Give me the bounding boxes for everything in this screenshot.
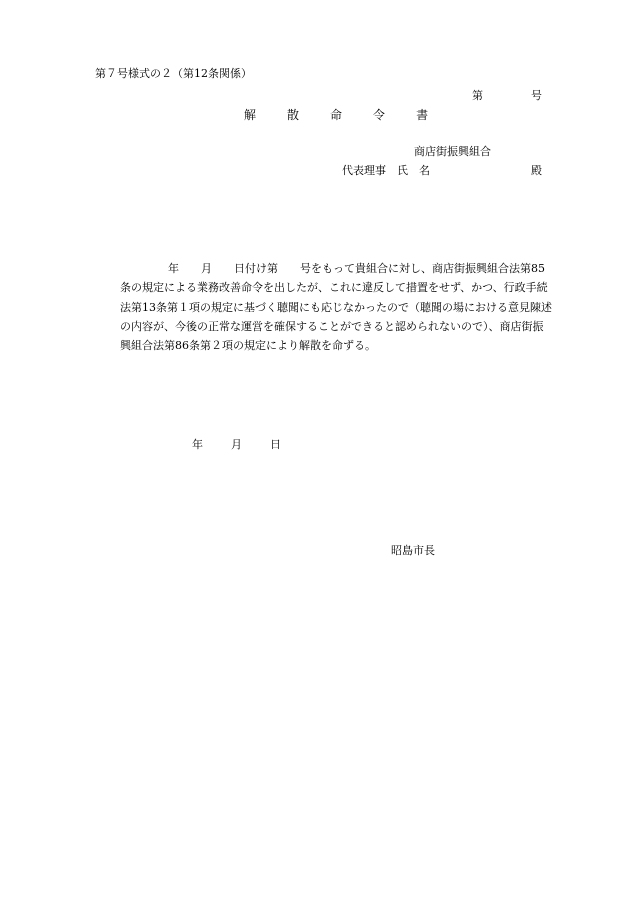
date-day: 日: [270, 438, 281, 451]
body-line: 年 月 日付け第 号をもって貴組合に対し、商店街振興組合法第85: [168, 262, 545, 275]
title-char: 解: [244, 108, 257, 122]
title-char: 令: [373, 108, 386, 122]
title-char: 散: [287, 108, 300, 122]
recipient-honorific: 殿: [531, 164, 542, 177]
recipient-representative: 代表理事 氏 名: [342, 164, 430, 177]
doc-number-dai: 第: [472, 89, 483, 102]
body-line: 条の規定による業務改善命令を出したが、これに違反して措置をせず、かつ、行政手続: [120, 281, 548, 295]
order-body: [120, 259, 580, 355]
title-char: 命: [330, 108, 343, 122]
issuer-name: 昭島市長: [391, 544, 435, 557]
date-year: 年: [192, 438, 203, 451]
document-title: [244, 109, 428, 121]
date-month: 月: [231, 438, 242, 451]
doc-number-go: 号: [531, 89, 542, 102]
title-char: 書: [416, 108, 429, 122]
body-line: 法第13条第１項の規定に基づく聴聞にも応じなかったので（聴聞の場における意見陳述: [120, 300, 552, 314]
body-line: の内容が、今後の正常な運営を確保することができると認められないので）、商店街振: [120, 319, 544, 333]
recipient-organization: 商店街振興組合: [414, 145, 491, 158]
body-line: 興組合法第86条第２項の規定により解散を命ずる。: [120, 339, 376, 353]
form-label: 第７号様式の２（第12条関係）: [95, 67, 252, 80]
issue-date: [192, 439, 281, 450]
